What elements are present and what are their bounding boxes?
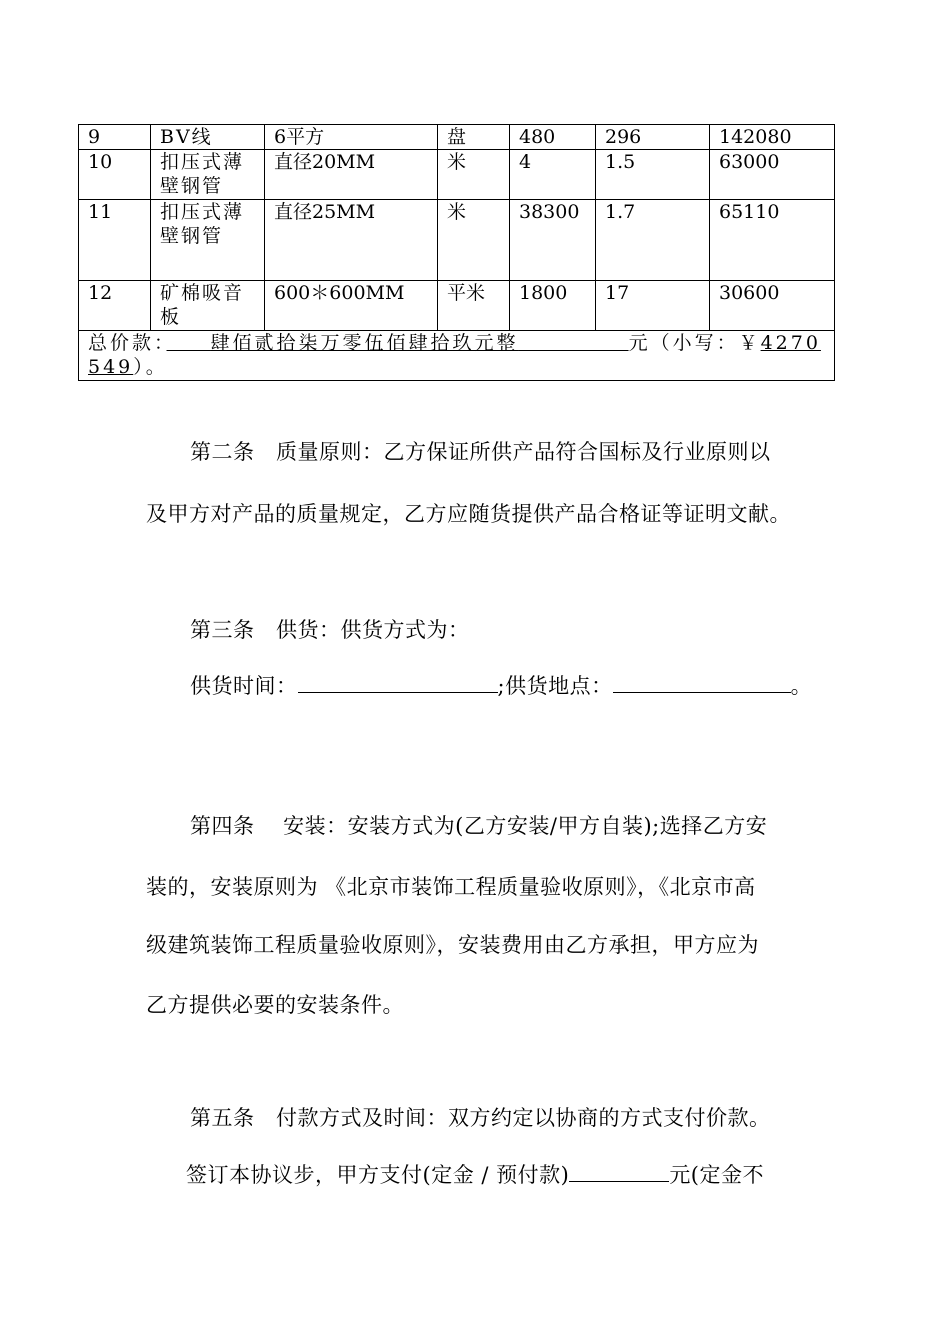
- article3-line1: 第三条 供货：供货方式为：: [190, 618, 470, 642]
- payment-text-end: 元(定金不: [669, 1163, 765, 1187]
- item-spec: 600＊600MM: [265, 281, 438, 331]
- article4-line4: 乙方提供必要的安装条件。: [146, 993, 404, 1017]
- item-unit: 米: [438, 150, 510, 200]
- total-close: ）。: [133, 356, 168, 378]
- supply-place-label: ;供货地点：: [497, 674, 613, 698]
- row-number: 9: [79, 125, 151, 150]
- item-unit-price: 17: [596, 281, 710, 331]
- item-unit: 平米: [438, 281, 510, 331]
- article5-line1: 第五条 付款方式及时间：双方约定以协商的方式支付价款。: [190, 1106, 771, 1130]
- article4-line2: 装的，安装原则为 《北京市装饰工程质量验收原则》，《北京市高: [146, 875, 756, 899]
- item-spec: 直径25MM: [265, 200, 438, 281]
- item-amount: 142080: [710, 125, 835, 150]
- payment-text: 签订本协议步，甲方支付(定金 / 预付款): [186, 1163, 570, 1187]
- total-suffix: 元（小写：: [628, 332, 739, 354]
- item-name: 扣压式薄壁钢管: [151, 200, 265, 281]
- item-unit-price: 1.5: [596, 150, 710, 200]
- item-spec: 直径20MM: [265, 150, 438, 200]
- item-unit: 盘: [438, 125, 510, 150]
- item-unit-price: 296: [596, 125, 710, 150]
- total-row: [79, 331, 835, 381]
- total-label: 总价款：: [88, 332, 167, 354]
- item-unit: 米: [438, 200, 510, 281]
- item-name: 扣压式薄壁钢管: [151, 150, 265, 200]
- payment-amount-field[interactable]: [569, 1163, 669, 1182]
- materials-table: [78, 124, 835, 381]
- item-amount: 63000: [710, 150, 835, 200]
- article4-line1: 第四条 安装：安装方式为(乙方安装/甲方自装);选择乙方安: [190, 814, 768, 838]
- row-number: 11: [79, 200, 151, 281]
- article2-line2: 及甲方对产品的质量规定，乙方应随货提供产品合格证等证明文献。: [146, 502, 791, 526]
- article4-line3: 级建筑装饰工程质量验收原则》，安装费用由乙方承担，甲方应为: [146, 933, 759, 957]
- item-quantity: 480: [510, 125, 596, 150]
- item-spec: 6平方: [265, 125, 438, 150]
- total-amount-number: 4270549: [88, 332, 821, 378]
- total-price-cell: [79, 331, 835, 381]
- article5-line2: [186, 1162, 764, 1188]
- supply-time-field[interactable]: [298, 674, 498, 693]
- item-quantity: 1800: [510, 281, 596, 331]
- supply-place-field[interactable]: [613, 674, 791, 693]
- table-row: [79, 150, 835, 200]
- item-quantity: 4: [510, 150, 596, 200]
- supply-time-line: [190, 673, 812, 699]
- item-name: 矿棉吸音板: [151, 281, 265, 331]
- supply-line-end: 。: [790, 674, 813, 698]
- total-amount-words: 肆佰贰拾柒万零伍佰肆拾玖元整: [210, 332, 519, 354]
- item-unit-price: 1.7: [596, 200, 710, 281]
- table-row: [79, 125, 835, 150]
- currency-symbol: ￥: [738, 332, 761, 354]
- item-amount: 30600: [710, 281, 835, 331]
- table-row: [79, 281, 835, 331]
- article2-line1: 第二条 质量原则：乙方保证所供产品符合国标及行业原则以: [190, 440, 771, 464]
- row-number: 10: [79, 150, 151, 200]
- row-number: 12: [79, 281, 151, 331]
- supply-time-label: 供货时间：: [190, 674, 298, 698]
- item-quantity: 38300: [510, 200, 596, 281]
- item-amount: 65110: [710, 200, 835, 281]
- item-name: BV线: [151, 125, 265, 150]
- table-row: [79, 200, 835, 281]
